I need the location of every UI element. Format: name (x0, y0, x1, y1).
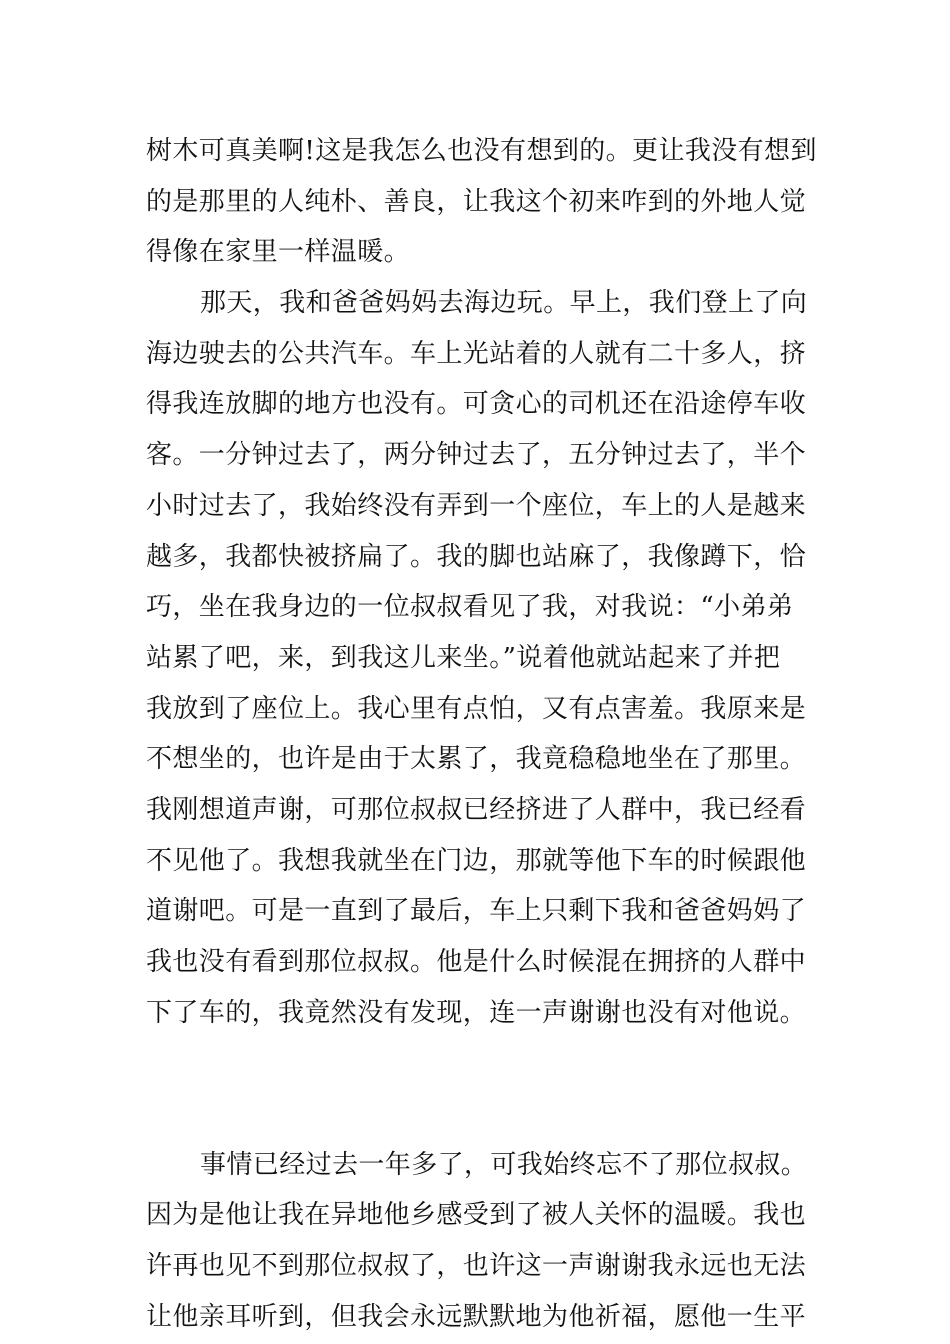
text-line: 那天，我和爸爸妈妈去海边玩。早上，我们登上了向 (200, 288, 808, 319)
text-line: 因为是他让我在异地他乡感受到了被人关怀的温暖。我也 (146, 1200, 807, 1231)
text-line (146, 1089, 810, 1140)
paragraph-3 (146, 1140, 810, 1343)
text-line: 我放到了座位上。我心里有点怕，又有点害羞。我原来是 (146, 693, 807, 724)
paragraph-1 (146, 126, 817, 278)
text-line: 海边驶去的公共汽车。车上光站着的人就有二十多人，挤 (146, 338, 807, 369)
body-text (146, 126, 817, 1343)
text-line (146, 1038, 810, 1089)
text-line: 得像在家里一样温暖。 (146, 237, 411, 268)
text-line: 越多，我都快被挤扁了。我的脚也站麻了，我像蹲下，恰 (146, 541, 807, 572)
text-line: 道谢吧。可是一直到了最后，车上只剩下我和爸爸妈妈了 (146, 896, 807, 927)
text-line: 我也没有看到那位叔叔。他是什么时候混在拥挤的人群中 (146, 947, 807, 977)
text-line: 巧，坐在我身边的一位叔叔看见了我，对我说：“小弟弟 (146, 592, 794, 623)
text-line: 我刚想道声谢，可那位叔叔已经挤进了人群中，我已经看 (146, 794, 807, 825)
text-line: 不见他了。我想我就坐在门边，那就等他下车的时候跟他 (146, 845, 807, 876)
text-line: 许再也见不到那位叔叔了，也许这一声谢谢我永远也无法 (146, 1251, 807, 1282)
text-line: 下了车的，我竟然没有发现，连一声谢谢也没有对他说。 (146, 997, 807, 1028)
text-line: 小时过去了，我始终没有弄到一个座位，车上的人是越来 (146, 490, 807, 521)
text-line: 的是那里的人纯朴、善良，让我这个初来咋到的外地人觉 (146, 186, 807, 217)
text-line: 让他亲耳听到，但我会永远默默地为他祈福，愿他一生平 (146, 1301, 807, 1332)
text-line: 不想坐的，也许是由于太累了，我竟稳稳地坐在了那里。 (146, 744, 807, 775)
text-line: 站累了吧，来，到我这儿来坐。”说着他就站起来了并把 (146, 642, 781, 673)
text-line: 客。一分钟过去了，两分钟过去了，五分钟过去了，半个 (146, 440, 807, 471)
text-line: 得我连放脚的地方也没有。可贪心的司机还在沿途停车收 (146, 389, 807, 420)
paragraph-2 (146, 278, 810, 1140)
text-line: 事情已经过去一年多了，可我始终忘不了那位叔叔。 (200, 1149, 808, 1180)
text-line: 树木可真美啊!这是我怎么也没有想到的。更让我没有想到 (146, 136, 817, 166)
